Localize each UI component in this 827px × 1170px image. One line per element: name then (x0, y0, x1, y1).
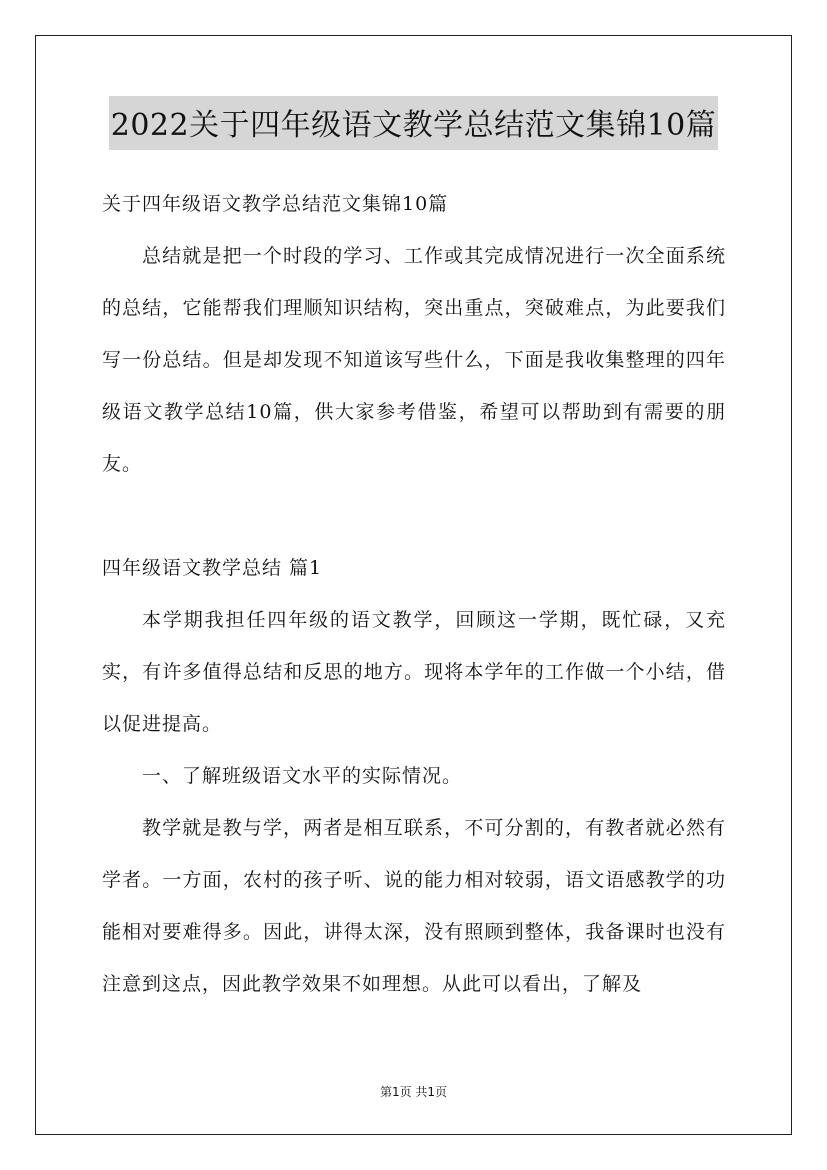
spacer (102, 490, 726, 542)
body-paragraph-1: 本学期我担任四年级的语文教学，回顾这一学期，既忙碌，又充实，有许多值得总结和反思的地方。现将本学年的工作做一个小结，借以促进提高。 (102, 609, 726, 735)
body-paragraph-3: 教学就是教与学，两者是相互联系，不可分割的，有教者就必然有学者。一方面，农村的孩子听、说的能力相对较弱，语文语感教学的功能相对要难得多。因此，讲得太深，没有照顾到整体，我备课时也没有注意到这点，因此教学效果不如理想。从此可以看出，了解及 (102, 817, 726, 995)
body-paragraph-2: 一、了解班级语文水平的实际情况。 (142, 765, 463, 787)
section-heading: 四年级语文教学总结 篇1 (102, 557, 323, 579)
title-container (0, 96, 827, 150)
intro-paragraph: 总结就是把一个时段的学习、工作或其完成情况进行一次全面系统的总结，它能帮我们理顺知识结构，突出重点，突破难点，为此要我们写一份总结。但是却发现不知道该写些什么，下面是我收集整理的四年级语文教学总结10篇，供大家参考借鉴，希望可以帮助到有需要的朋友。 (102, 245, 726, 475)
page-footer: 第1页 共1页 (379, 1085, 448, 1099)
document-title: 2022关于四年级语文教学总结范文集锦10篇 (109, 96, 719, 150)
document-body (102, 178, 726, 1010)
subtitle: 关于四年级语文教学总结范文集锦10篇 (102, 193, 449, 215)
